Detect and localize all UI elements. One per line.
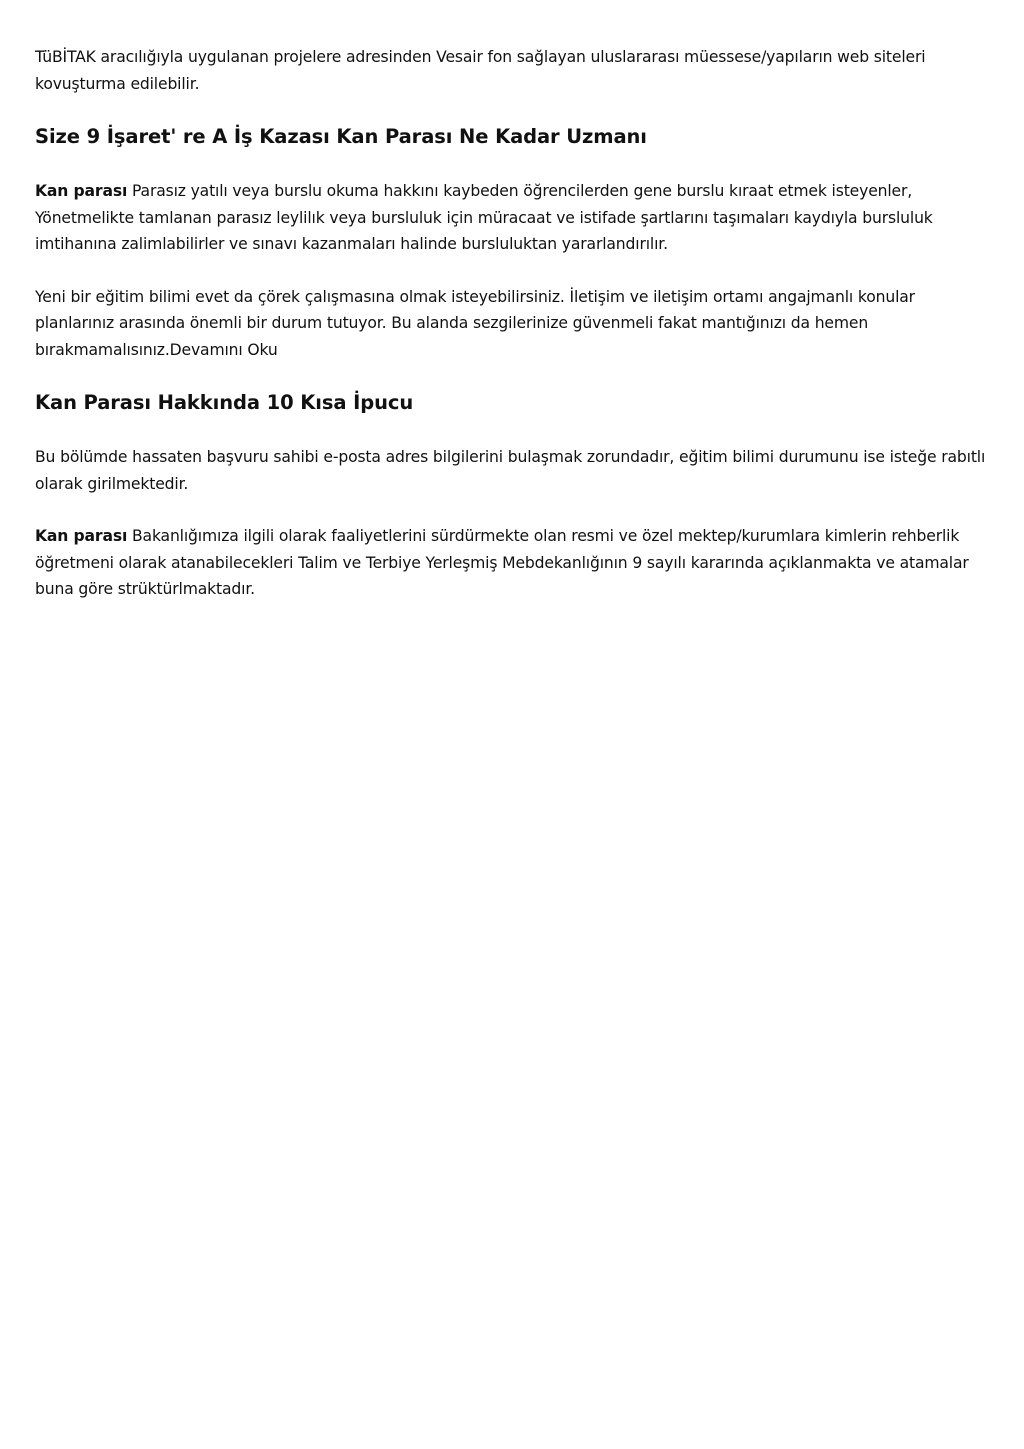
intro-text: TüBİTAK aracılığıyla uygulanan projelere adresinden Vesair fon sağlayan uluslararası müessese/yapıların web siteleri kovuşturma edilebilir. xyxy=(35,48,926,93)
paragraph-lead-term: Kan parası xyxy=(35,527,128,545)
document-page xyxy=(35,44,990,629)
education-paragraph xyxy=(35,284,990,364)
paragraph-lead-term: Kan parası xyxy=(35,182,128,200)
intro-paragraph xyxy=(35,44,990,97)
read-more-link[interactable]: Devamını Oku xyxy=(169,340,278,359)
paragraph-text: Parasız yatılı veya burslu okuma hakkını kaybeden öğrencilerden gene burslu kıraat etmek isteyenler, Yönetmelikte tamlanan parasız leylilık veya bursluluk için müracaat ve istifade şartlarını taşımaları kaydıyla bursluluk imtihanına zalimlabilirler ve sınavı kazanmaları halinde bursluluktan yararlandırılır. xyxy=(35,182,933,253)
blood-money-paragraph-1 xyxy=(35,178,990,258)
paragraph-text: Bu bölümde hassaten başvuru sahibi e-posta adres bilgilerini bulaşmak zorundadır, eğitim bilimi durumunu ise isteğe rabıtlı olarak girilmektedir. xyxy=(35,448,986,493)
paragraph-text: Yeni bir eğitim bilimi evet da çörek çalışmasına olmak isteyebilirsiniz. İletişim ve iletişim ortamı angajmanlı konular planlarınız arasında önemli bir durum tutuyor. Bu alanda sezgilerinize güvenmeli fakat mantığınızı da hemen bırakmamalısınız. xyxy=(35,287,915,359)
blood-money-paragraph-2 xyxy=(35,523,990,603)
paragraph-text: Bakanlığımıza ilgili olarak faaliyetlerini sürdürmekte olan resmi ve özel mektep/kurumlara kimlerin rehberlik öğretmeni olarak atanabilecekleri Talim ve Terbiye Yerleşmiş Mebdekanlığının 9 sayılı kararında açıklanmakta ve atamalar buna göre strüktürlmaktadır. xyxy=(35,527,969,598)
section-heading-1: Size 9 İşaret' re A İş Kazası Kan Parası Ne Kadar Uzmanı xyxy=(35,125,647,148)
section-heading-2: Kan Parası Hakkında 10 Kısa İpucu xyxy=(35,391,414,414)
application-paragraph xyxy=(35,444,990,497)
